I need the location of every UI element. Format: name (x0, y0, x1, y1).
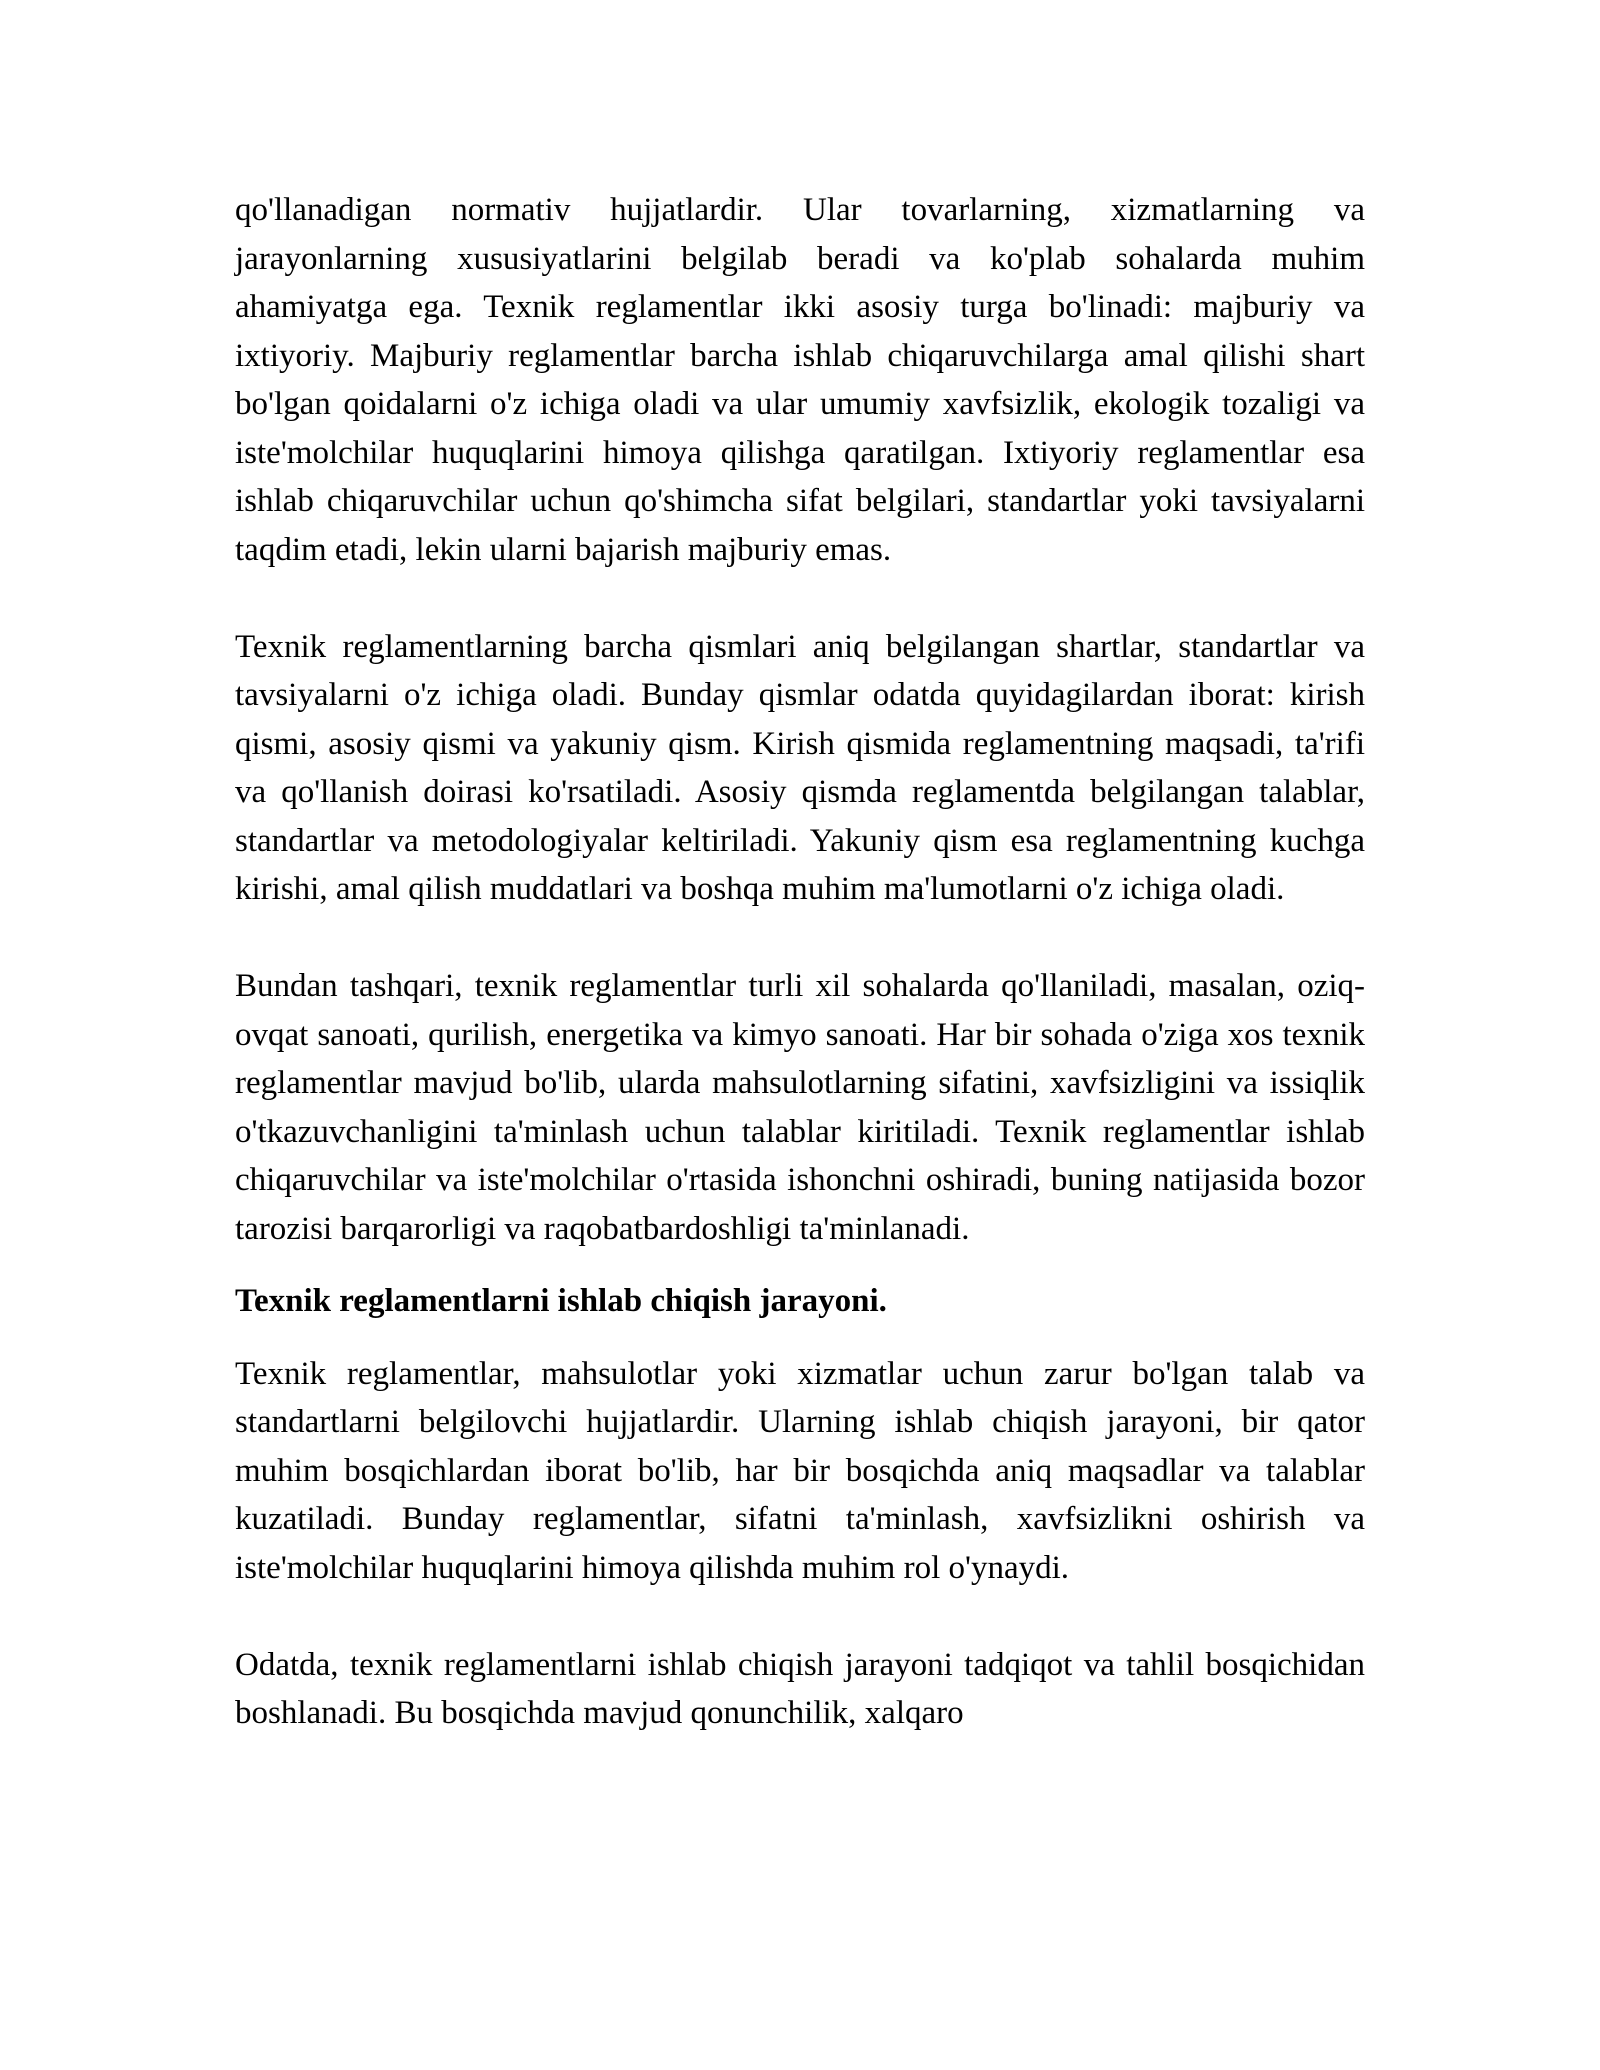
paragraph-application-areas: Bundan tashqari, texnik reglamentlar turli xil sohalarda qo'llaniladi, masalan, oziq-ovqat sanoati, qurilish, energetika va kimyo sanoati. Har bir sohada o'ziga xos texnik reglamentlar mavjud bo'lib, ularda mahsulotlarning sifatini, xavfsizligini va issiqlik o'tkazuvchanligini ta'minlash uchun talablar kiritiladi. Texnik reglamentlar ishlab chiqaruvchilar va iste'molchilar o'rtasida ishonchni oshiradi, buning natijasida bozor tarozisi barqarorligi va raqobatbardoshligi ta'minlanadi. (235, 968, 1365, 1247)
section-heading: Texnik reglamentlarni ishlab chiqish jarayoni. (235, 1283, 887, 1319)
paragraph-types-of-regulations: qo'llanadigan normativ hujjatlardir. Ular tovarlarning, xizmatlarning va jarayonlarning xususiyatlarini belgilab beradi va ko'plab sohalarda muhim ahamiyatga ega. Texnik reglamentlar ikki asosiy turga bo'linadi: majburiy va ixtiyoriy. Majburiy reglamentlar barcha ishlab chiqaruvchilarga amal qilishi shart bo'lgan qoidalarni o'z ichiga oladi va ular umumiy xavfsizlik, ekologik tozaligi va iste'molchilar huquqlarini himoya qilishga qaratilgan. Ixtiyoriy reglamentlar esa ishlab chiqaruvchilar uchun qo'shimcha sifat belgilari, standartlar yoki tavsiyalarni taqdim etadi, lekin ularni bajarish majburiy emas. (235, 192, 1365, 568)
paragraph-regulation-parts: Texnik reglamentlarning barcha qismlari aniq belgilangan shartlar, standartlar va tavsiyalarni o'z ichiga oladi. Bunday qismlar odatda quyidagilardan iborat: kirish qismi, asosiy qismi va yakuniy qism. Kirish qismida reglamentning maqsadi, ta'rifi va qo'llanish doirasi ko'rsatiladi. Asosiy qismda reglamentda belgilangan talablar, standartlar va metodologiyalar keltiriladi. Yakuniy qism esa reglamentning kuchga kirishi, amal qilish muddatlari va boshqa muhim ma'lumotlarni o'z ichiga oladi. (235, 628, 1365, 907)
heading-spacer (235, 1253, 1365, 1277)
paragraph-research-stage: Odatda, texnik reglamentlarni ishlab chiqish jarayoni tadqiqot va tahlil bosqichidan boshlanadi. Bu bosqichda mavjud qonunchilik, xalqaro (235, 1646, 1365, 1731)
paragraph-spacer (235, 1592, 1365, 1641)
heading-spacer (235, 1326, 1365, 1350)
paragraph-spacer (235, 574, 1365, 623)
paragraph-spacer (235, 914, 1365, 963)
document-page (235, 186, 1365, 1738)
paragraph-development-process-intro: Texnik reglamentlar, mahsulotlar yoki xizmatlar uchun zarur bo'lgan talab va standartlarni belgilovchi hujjatlardir. Ularning ishlab chiqish jarayoni, bir qator muhim bosqichlardan iborat bo'lib, har bir bosqichda aniq maqsadlar va talablar kuzatiladi. Bunday reglamentlar, sifatni ta'minlash, xavfsizlikni oshirish va iste'molchilar huquqlarini himoya qilishda muhim rol o'ynaydi. (235, 1355, 1365, 1586)
